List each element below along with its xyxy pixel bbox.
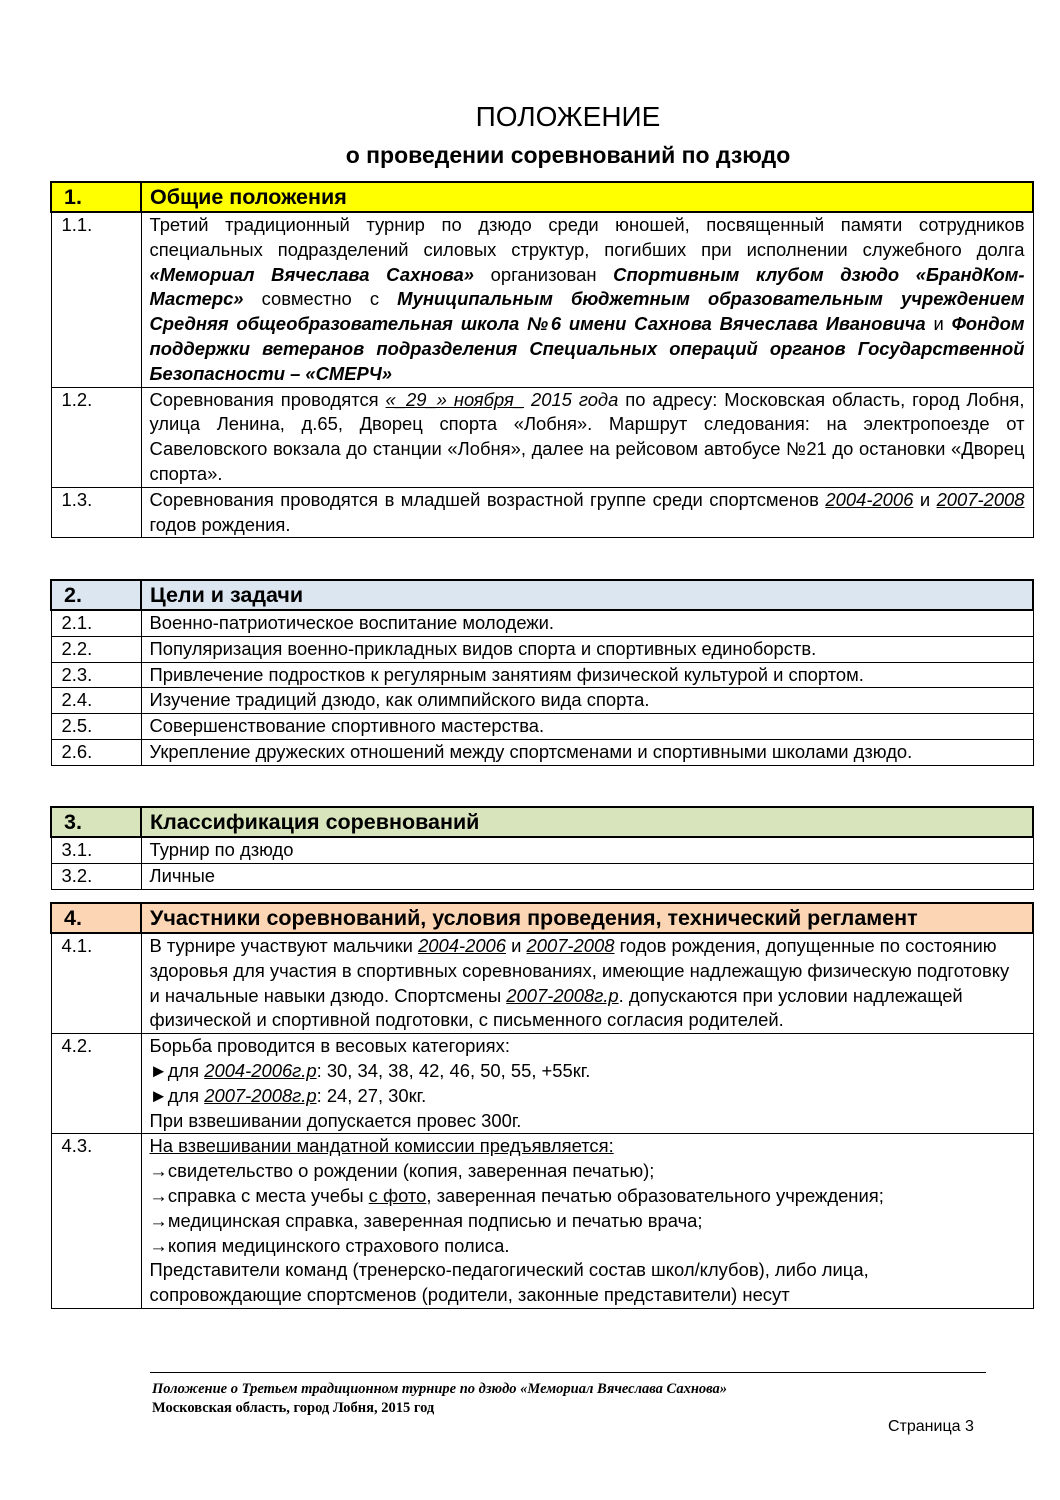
item-number: 2.5. — [51, 714, 141, 740]
document-title: ПОЛОЖЕНИЕ — [475, 101, 661, 132]
table-row — [51, 739, 1033, 765]
item-text: Военно-патриотическое воспитание молодежи. — [141, 610, 1033, 636]
item-number: 4.1. — [51, 933, 141, 1034]
section-classification — [50, 806, 1034, 890]
footer-divider — [150, 1372, 986, 1373]
section-1-header — [51, 182, 1033, 212]
item-number: 2.1. — [51, 610, 141, 636]
table-row — [51, 933, 1033, 1034]
item-number: 3.2. — [51, 863, 141, 889]
item-text: Популяризация военно-прикладных видов спорта и спортивных единоборств. — [141, 636, 1033, 662]
table-row — [51, 714, 1033, 740]
section-number: 1. — [51, 182, 141, 212]
item-text: Турнир по дзюдо — [141, 837, 1033, 863]
section-number: 3. — [51, 807, 141, 837]
item-text: Привлечение подростков к регулярным занятиям физической культурой и спортом. — [141, 662, 1033, 688]
item-number: 1.1. — [51, 212, 141, 387]
table-row — [51, 610, 1033, 636]
section-4-header — [51, 903, 1033, 933]
section-heading: Цели и задачи — [141, 580, 1033, 610]
item-text: На взвешивании мандатной комиссии предъявляется: →свидетельство о рождении (копия, заверенная печатью); →справка с места учебы с фото, заверенная печатью образовательного учреждения; →медицинская справка, заверенная подписью и печатью врача; →копия медицинского страхового полиса. Представители команд (тренерско-педагогический состав школ/клубов), либо лица, сопровождающие спортсменов (родители, законные представители) несут — [141, 1134, 1033, 1309]
section-goals — [50, 579, 1034, 766]
item-number: 1.2. — [51, 387, 141, 487]
table-row — [51, 837, 1033, 863]
table-row — [51, 662, 1033, 688]
table-row — [51, 212, 1033, 387]
section-number: 2. — [51, 580, 141, 610]
page-number: Страница 3 — [888, 1418, 974, 1435]
item-text: Третий традиционный турнир по дзюдо среди юношей, посвященный памяти сотрудников специальных подразделений силовых структур, погибших при исполнении служебного долга «Мемориал Вячеслава Сахнова» организован Спортивным клубом дзюдо «БрандКом-Мастерс» совместно с Муниципальным бюджетным образовательным учреждением Средняя общеобразовательная школа №6 имени Сахнова Вячеслава Ивановича и Фондом поддержки ветеранов подразделения Специальных операций органов Государственной Безопасности – «СМЕРЧ» — [141, 212, 1033, 387]
item-number: 2.6. — [51, 739, 141, 765]
table-row — [51, 487, 1033, 538]
footer-title: Положение о Третьем традиционном турнире по дзюдо «Мемориал Вячеслава Сахнова» — [152, 1381, 728, 1397]
footer-location: Московская область, город Лобня, 2015 год — [152, 1400, 435, 1416]
item-number: 2.2. — [51, 636, 141, 662]
section-heading: Участники соревнований, условия проведения, технический регламент — [141, 903, 1033, 933]
table-row — [51, 636, 1033, 662]
table-row — [51, 387, 1033, 487]
item-text: Борьба проводится в весовых категориях: ►для 2004-2006г.р: 30, 34, 38, 42, 46, 50, 55, +55кг. ►для 2007-2008г.р: 24, 27, 30кг. При взвешивании допускается провес 300г. — [141, 1034, 1033, 1134]
item-text: Совершенствование спортивного мастерства. — [141, 714, 1033, 740]
document-subtitle: о проведении соревнований по дзюдо — [345, 142, 791, 168]
item-number: 2.3. — [51, 662, 141, 688]
section-heading: Общие положения — [141, 182, 1033, 212]
table-row — [51, 688, 1033, 714]
item-text: Соревнования проводятся «_29_» ноября_ 2015 года по адресу: Московская область, город Лобня, улица Ленина, д.65, Дворец спорта «Лобня». Маршрут следования: на электропоезде от Савеловского вокзала до станции «Лобня», далее на рейсовом автобусе №21 до остановки «Дворец спорта». — [141, 387, 1033, 487]
item-text: Изучение традиций дзюдо, как олимпийского вида спорта. — [141, 688, 1033, 714]
table-row — [51, 1134, 1033, 1309]
item-text: Соревнования проводятся в младшей возрастной группе среди спортсменов 2004-2006 и 2007-2008 годов рождения. — [141, 487, 1033, 538]
item-text: Личные — [141, 863, 1033, 889]
item-text: Укрепление дружеских отношений между спортсменами и спортивными школами дзюдо. — [141, 739, 1033, 765]
table-row — [51, 1034, 1033, 1134]
section-general-provisions — [50, 181, 1034, 538]
item-number: 4.3. — [51, 1134, 141, 1309]
item-text: В турнире участвуют мальчики 2004-2006 и 2007-2008 годов рождения, допущенные по состоянию здоровья для участия в спортивных соревнованиях, имеющие надлежащую физическую подготовку и начальные навыки дзюдо. Спортсмены 2007-2008г.р. допускаются при условии надлежащей физической и спортивной подготовки, с письменного согласия родителей. — [141, 933, 1033, 1034]
section-participants — [50, 902, 1034, 1309]
section-2-header — [51, 580, 1033, 610]
item-number: 3.1. — [51, 837, 141, 863]
item-number: 2.4. — [51, 688, 141, 714]
item-number: 4.2. — [51, 1034, 141, 1134]
item-number: 1.3. — [51, 487, 141, 538]
section-3-header — [51, 807, 1033, 837]
section-heading: Классификация соревнований — [141, 807, 1033, 837]
section-number: 4. — [51, 903, 141, 933]
table-row — [51, 863, 1033, 889]
